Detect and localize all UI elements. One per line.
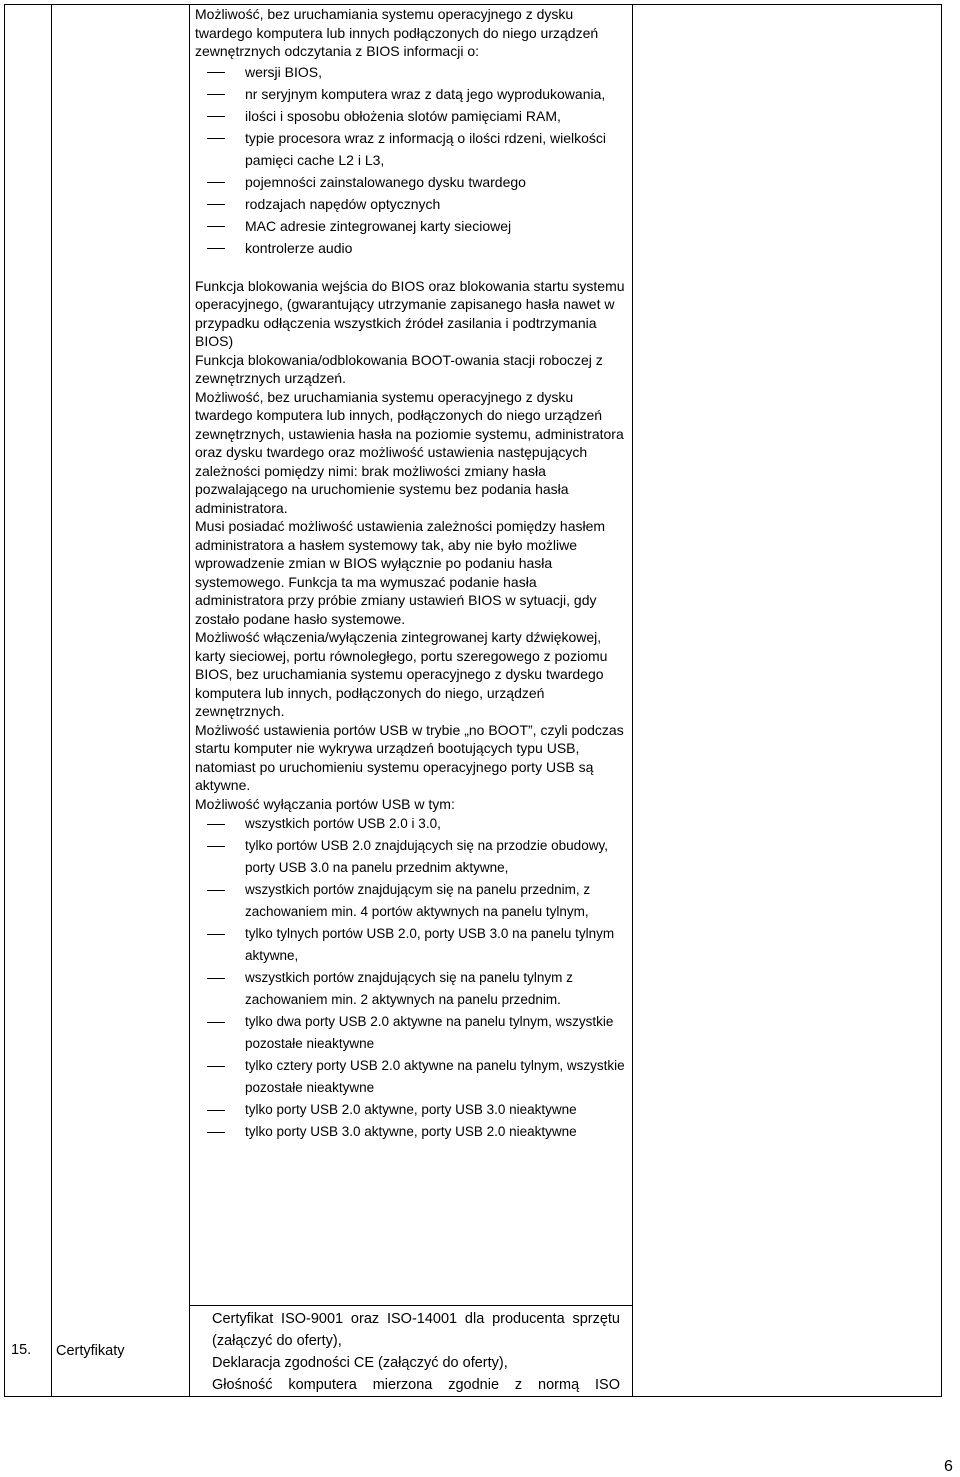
paragraph-usb-disable: Możliwość wyłączania portów USB w tym:: [195, 795, 455, 812]
page-number: 6: [944, 1458, 953, 1475]
cert-iso: Certyfikat ISO-9001 oraz ISO-14001 dla producenta sprzętu (załączyć do oferty),: [212, 1311, 620, 1349]
column-divider-3: [632, 5, 633, 1396]
cert-ce: Deklaracja zgodności CE (załączyć do oferty),: [212, 1355, 508, 1371]
list-item: tylko dwa porty USB 2.0 aktywne na panelu tylnym, wszystkie pozostałe nieaktywne: [195, 1011, 625, 1055]
list-item: wersji BIOS,: [195, 61, 625, 83]
list-item: typie procesora wraz z informacją o ilości rdzeni, wielkości pamięci cache L2 i L3,: [195, 127, 625, 171]
list-item: tylko porty USB 3.0 aktywne, porty USB 2.0 nieaktywne: [195, 1121, 625, 1143]
list-item: MAC adresie zintegrowanej karty sieciowej: [195, 215, 625, 237]
column-divider-1: [51, 5, 52, 1396]
bios-intro: Możliwość, bez uruchamiania systemu operacyjnego z dysku twardego komputera lub innych podłączonych do niego urządzeń zewnętrznych odczytania z BIOS informacji o:: [195, 6, 599, 59]
list-item: ilości i sposobu obłożenia slotów pamięciami RAM,: [195, 105, 625, 127]
bios-info-list: [195, 61, 625, 259]
list-item: kontrolerze audio: [195, 237, 625, 259]
list-item: wszystkich portów USB 2.0 i 3.0,: [195, 813, 625, 835]
paragraph-password-dependency: Musi posiadać możliwość ustawienia zależności pomiędzy hasłem administratora a hasłem systemowy tak, aby nie było możliwe wprowadzenie zmian w BIOS wyłącznie po podaniu hasła systemowego. Funkcja ta ma wymuszać podanie hasła administratora przy próbie zmiany ustawień BIOS w sytuacji, gdy zostało podane hasło systemowe.: [195, 518, 606, 627]
list-item: tylko cztery porty USB 2.0 aktywne na panelu tylnym, wszystkie pozostałe nieaktywne: [195, 1055, 625, 1099]
column-divider-2: [189, 5, 190, 1396]
list-item: wszystkich portów znajdującym się na panelu przednim, z zachowaniem min. 4 portów aktywnych na panelu tylnym,: [195, 879, 625, 923]
paragraph-boot-lock: Funkcja blokowania/odblokowania BOOT-owania stacji roboczej z zewnętrznych urządzeń.: [195, 351, 603, 386]
list-item: rodzajach napędów optycznych: [195, 193, 625, 215]
list-item: tylko portów USB 2.0 znajdujących się na przodzie obudowy, porty USB 3.0 na panelu przednim aktywne,: [195, 835, 625, 879]
paragraph-password-settings: Możliwość, bez uruchamiania systemu operacyjnego z dysku twardego komputera lub innych, podłączonych do niego urządzeń zewnętrznych, ustawienia hasła na poziomie systemu, administratora oraz dysku twardego oraz możliwość ustawienia następujących zależności pomiędzy nimi: brak możliwości zmiany hasła pozwalającego na uruchomienie systemu bez podania hasła administratora.: [195, 388, 624, 516]
usb-options-list: [195, 813, 625, 1143]
bios-description-cell: [195, 5, 625, 1143]
paragraph-usb-no-boot: Możliwość ustawienia portów USB w trybie „no BOOT”, czyli podczas startu komputer nie wykrywa urządzeń bootujących typu USB, natomiast po uruchomieniu systemu operacyjnego porty USB są aktywne.: [195, 721, 624, 793]
paragraph-device-toggle: Możliwość włączenia/wyłączenia zintegrowanej karty dźwiękowej, karty sieciowej, portu równoległego, portu szeregowego z poziomu BIOS, bez uruchamiania systemu operacyjnego z dysku twardego komputera lub innych, podłączonych do niego, urządzeń zewnętrznych.: [195, 629, 608, 719]
row-number: 15.: [11, 1342, 32, 1358]
spacer: [195, 259, 625, 277]
cert-noise: Głośność komputera mierzona zgodnie z normą ISO: [212, 1377, 620, 1393]
row-category: Certyfikaty: [56, 1343, 125, 1359]
list-item: wszystkich portów znajdujących się na panelu tylnym z zachowaniem min. 2 aktywnych na panelu przednim.: [195, 967, 625, 1011]
list-item: tylko porty USB 2.0 aktywne, porty USB 3.0 nieaktywne: [195, 1099, 625, 1121]
row-divider: [189, 1305, 632, 1306]
paragraph-bios-lock: Funkcja blokowania wejścia do BIOS oraz blokowania startu systemu operacyjnego, (gwarantujący utrzymanie zapisanego hasła nawet w przypadku odłączenia wszystkich źródeł zasilania i podtrzymania BIOS): [195, 277, 625, 349]
list-item: pojemności zainstalowanego dysku twardego: [195, 171, 625, 193]
certificates-cell: [212, 1308, 620, 1396]
list-item: nr seryjnym komputera wraz z datą jego wyprodukowania,: [195, 83, 625, 105]
list-item: tylko tylnych portów USB 2.0, porty USB 3.0 na panelu tylnym aktywne,: [195, 923, 625, 967]
